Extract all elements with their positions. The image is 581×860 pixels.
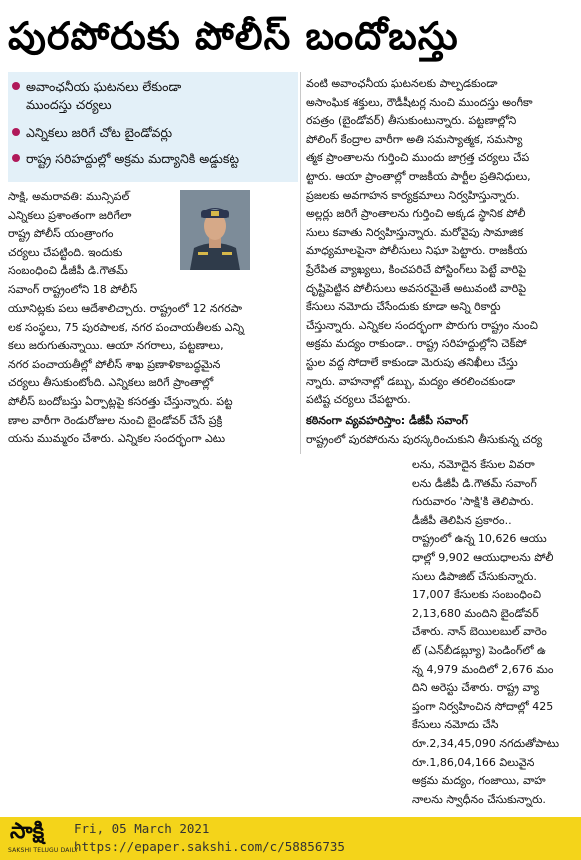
article-line: చర్యలు తీసుకుంటోంది. ఎన్నికలు జరిగే ప్రాంతాల్లో — [8, 376, 214, 390]
article-line: ఎన్నికలు ప్రశాంతంగా జరిగేలా — [8, 208, 132, 222]
article-line: లను డీజీపీ డి.గౌతమ్ సవాంగ్ — [412, 476, 537, 490]
article-line: ణాల వారీగా రెండురోజుల నుంచి బైండోవర్ చేసే ప్రక్రి — [8, 413, 223, 427]
highlight-item: రాష్ట్ర సరిహద్దుల్లో అక్రమ మద్యానికి అడ్డుకట్ట — [12, 150, 298, 168]
article-line: నగర పంచాయతీల్లో పోలీస్ శాఖ ప్రణాళికాబద్ధమైన — [8, 357, 221, 371]
subhead-title: కఠినంగా వ్యవహరిస్తాం: డీజీపీ సవాంగ్ — [306, 414, 468, 427]
bullet-dot-icon — [12, 128, 20, 136]
article-column-narrow — [412, 456, 574, 809]
edition-date: Fri, 05 March 2021 — [74, 821, 210, 836]
article-line: దృష్టిపెట్టిన పోలీసులు అవసరమైతే అటువంటి వారిపై — [306, 281, 527, 295]
article-line: రూ.1,86,04,166 విలువైన — [412, 755, 535, 769]
article-line: ప్రేరేపిత వ్యాఖ్యలు, కించపరిచే పోస్టింగ్‌లు పెట్టే వారిపై — [306, 262, 527, 276]
article-line: యను ముమ్మరం చేశారు. ఎన్నికల సందర్భంగా ఎటు — [8, 432, 226, 446]
highlight-item: అవాంఛనీయ ఘటనలు లేకుండా ముందస్తు చర్యలు — [12, 78, 298, 114]
article-line: ట్ (ఎన్‌బీడబ్ల్యూ) పెండింగ్‌లో ఉ — [412, 643, 546, 657]
article-column-left-bottom — [8, 300, 298, 449]
article-line: ట్టారు. ఆయా ప్రాంతాల్లో రాజకీయ పార్టీల ప్రతినిధులు, — [306, 169, 531, 183]
article-line: దిని అరెస్టు చేశారు. రాష్ట్ర వ్యా — [412, 681, 540, 695]
sakshi-logo — [4, 819, 79, 859]
article-line: పటిష్ట చర్యలు చేపట్టారు. — [306, 393, 411, 407]
bullet-dot-icon — [12, 82, 20, 90]
article-line: డీజీపీ తెలిపిన ప్రకారం.. — [412, 513, 512, 527]
subhead-line: రాష్ట్రంలో పురపోరును పురస్కరించుకుని తీసుకున్న చర్య — [306, 432, 543, 446]
article-line: స్టుల వద్ద సోదాలే కాకుండా మెరుపు తనిఖీలు చేస్తు — [306, 355, 518, 369]
article-line: న్న 4,979 మందిలో 2,676 మం — [412, 662, 554, 676]
headline: పురపోరుకు పోలీస్ బందోబస్తు — [8, 14, 459, 58]
article-line: సులు డిపాజిట్ చేసుకున్నారు. — [412, 569, 537, 583]
article-line: ప్తంగా నిర్వహించిన సోదాల్లో 425 — [412, 699, 554, 713]
article-line: సులు కవాతు నిర్వహిస్తున్నారు. మరోవైపు సామాజిక — [306, 225, 524, 239]
article-line: గురువారం 'సాక్షి'కి తెలిపారు. — [412, 495, 534, 509]
article-column-left-top — [8, 188, 178, 300]
article-line: కేసులు నమోదు చేసి — [412, 718, 499, 732]
article-line: కేసులు నమోదు చేసేందుకు కూడా అన్ని రికార్డు — [306, 300, 501, 314]
article-line: చర్యలు చేపట్టింది. ఇందుకు — [8, 245, 123, 259]
article-line: పోలింగ్ కేంద్రాల వారీగా అతి సమస్యాత్మక, సమస్యా — [306, 132, 523, 146]
article-line: రూ.2,34,45,090 నగదుతోపాటు — [412, 736, 559, 750]
article-line: రాష్ట్రంలో ఉన్న 10,626 ఆయు — [412, 532, 547, 546]
logo-text: సాక్షి — [10, 819, 45, 844]
article-line: సాక్షి, అమరావతి: మున్సిపల్ — [8, 190, 130, 203]
article-line: నాలను స్వాధీనం చేసుకున్నారు. — [412, 792, 546, 806]
article-line: 2,13,680 మందిని బైండోవర్ — [412, 606, 539, 620]
article-line: చేస్తున్నారు. ఎన్నికల సందర్భంగా పొరుగు రాష్ట్రం నుంచి — [306, 318, 538, 332]
article-line: కలు జరుగుతున్నాయి. ఆయా నగరాలు, పట్టణాలు, — [8, 339, 224, 353]
article-line: పోలీస్ బందోబస్తు ఏర్పాట్లపై కసరత్తు చేస్తున్నారు. పట్ట — [8, 394, 233, 408]
article-column-right — [306, 75, 574, 410]
article-line: అక్రమ మద్యం రాకుండా.. రాష్ట్ర సరిహద్దుల్లోని చెక్‌పో — [306, 337, 527, 351]
highlights-box — [8, 72, 298, 182]
article-line: అసాంఘిక శక్తులు, రౌడీషీటర్ల నుంచి ముందస్తు అంగీకా — [306, 95, 533, 109]
article-line: ప్రజలకు అవగాహన కార్యక్రమాలు నిర్వహిస్తున్నారు. — [306, 188, 520, 202]
article-line: ధాల్లో 9,902 ఆయుధాలను పోలీ — [412, 550, 554, 564]
article-line: త్మక ప్రాంతాలను గుర్తించి ముందు జాగ్రత్త చర్యలు చేప — [306, 151, 530, 165]
logo-subtitle: SAKSHI TELUGU DAILY — [8, 847, 79, 854]
article-line: న్నారు. వాహనాల్లో డబ్బు, మద్యం తరలించకుండా — [306, 374, 516, 388]
epaper-link[interactable]: https://epaper.sakshi.com/c/58856735 — [74, 839, 345, 854]
footer-bar — [0, 817, 581, 860]
article-line: రాష్ట్ర పోలీస్ యంత్రాంగం — [8, 227, 114, 241]
article-line: అల్లర్లు జరిగే ప్రాంతాలను గుర్తించి అక్కడ స్థానిక పోలీ — [306, 207, 526, 221]
bullet-dot-icon — [12, 154, 20, 162]
column-divider — [300, 72, 301, 454]
article-line: సవాంగ్ రాష్ట్రంలోని 18 పోలీస్ — [8, 282, 138, 296]
article-line: రపత్రం (బైండోవర్) తీసుకుంటున్నారు. పట్టణాల్లోని — [306, 114, 517, 128]
article-line: లను, నమోదైన కేసుల వివరా — [412, 458, 535, 471]
subhead-block — [306, 412, 574, 449]
highlight-item: ఎన్నికలు జరిగే చోట బైండోవర్లు — [12, 124, 298, 142]
article-line: చేశారు. నాన్ బెయిలబుల్ వారెం — [412, 625, 547, 639]
article-line: అక్రమ మద్యం, గంజాయి, వాహ — [412, 774, 546, 788]
article-line: మాధ్యమాలపైనా పోలీసులు నిఘా పెట్టారు. రాజకీయ — [306, 244, 528, 258]
article-line: సంబంధించి డీజీపీ డి.గౌతమ్ — [8, 264, 128, 278]
article-line: వంటి అవాంఛనీయ ఘటనలకు పాల్పడకుండా — [306, 77, 498, 90]
article-line: లక సంస్థలు, 75 పురపాలక, నగర పంచాయతీలకు ఎన్ని — [8, 320, 245, 334]
dgp-photo — [180, 190, 250, 270]
article-line: 17,007 కేసులకు సంబంధించి — [412, 588, 541, 602]
article-line: యూనిట్లకు పలు ఆదేశాలిచ్చారు. రాష్ట్రంలో 12 నగరపా — [8, 302, 242, 315]
